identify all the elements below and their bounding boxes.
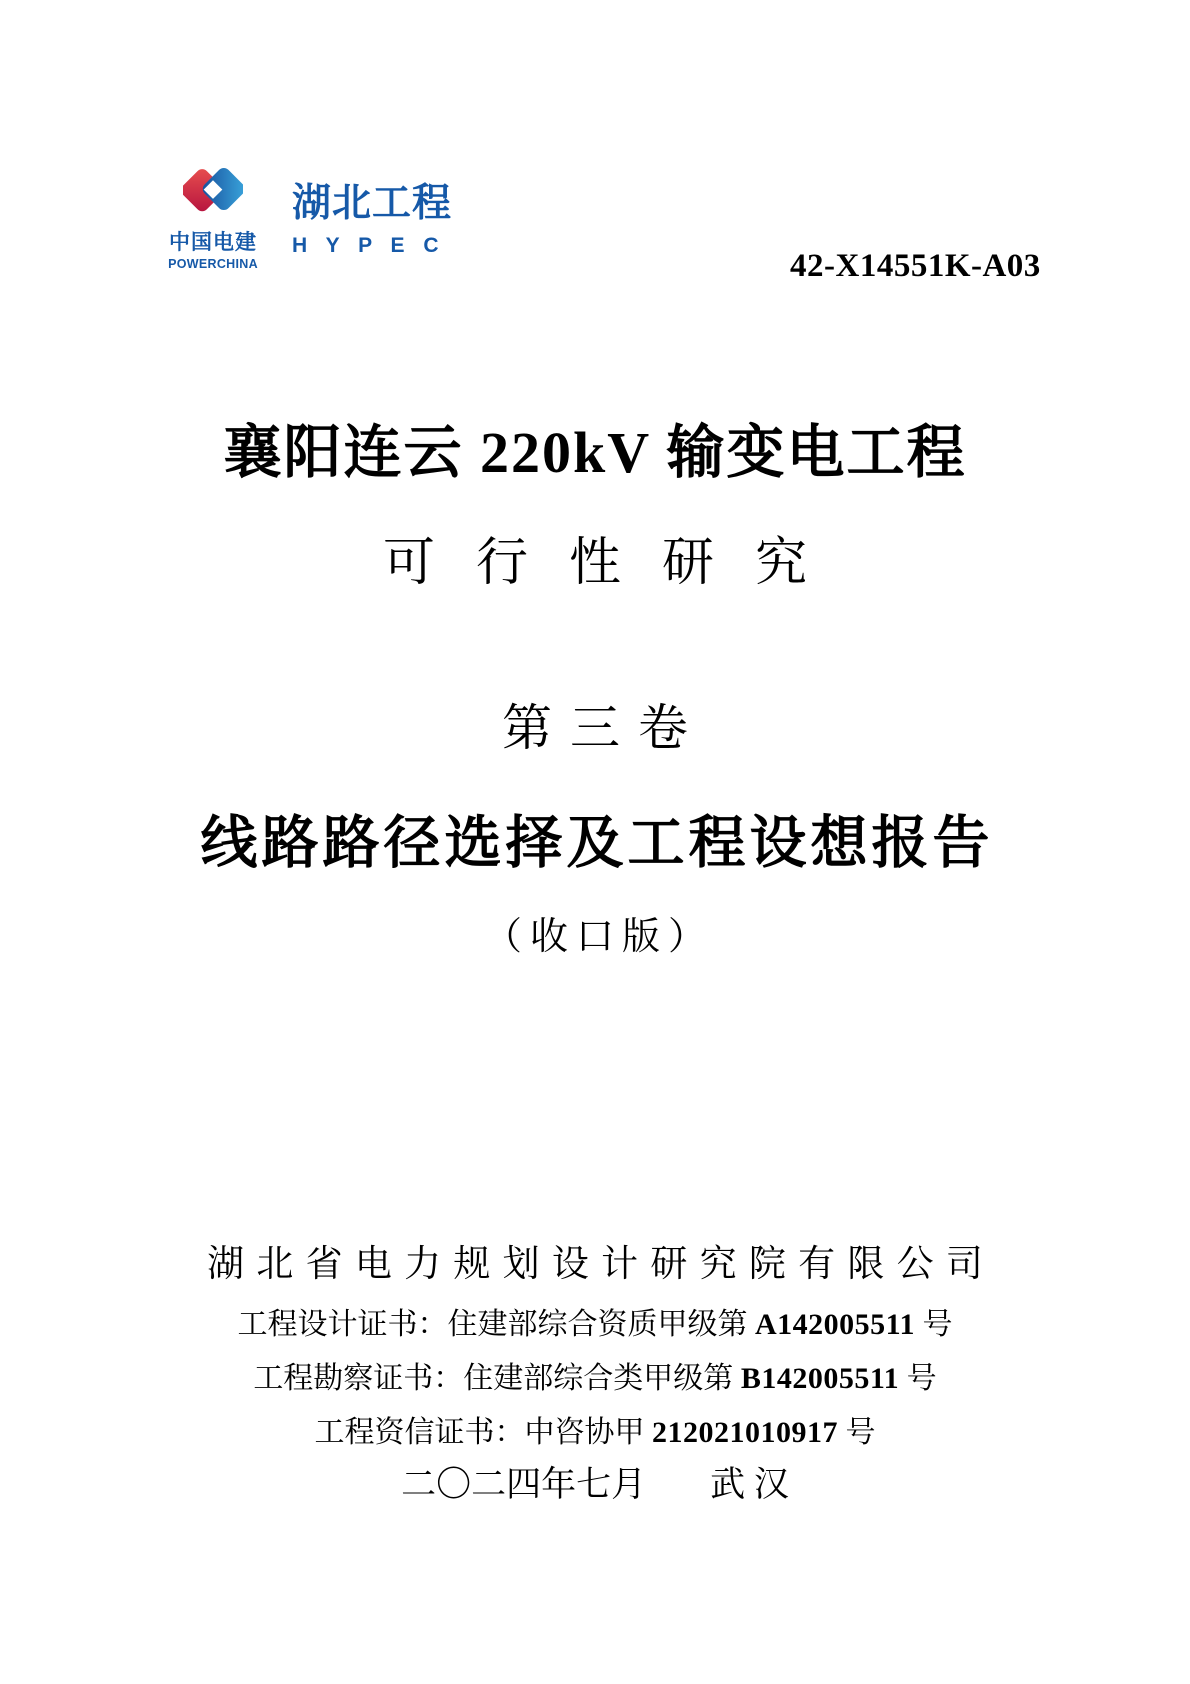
document-number: 42-X14551K-A03 [790,248,1041,284]
edition-label: （收口版） [483,916,714,958]
cert-credit-number: 212021010917 [652,1416,838,1449]
project-title: 襄阳连云 220kV 输变电工程 [223,420,967,485]
cert-design-line [0,1303,1190,1357]
powerchina-diamonds-icon [183,166,243,224]
cert-design-suffix: 号 [915,1308,953,1341]
cert-design-number: A142005511 [754,1308,915,1341]
volume-title: 第三卷 [502,700,706,756]
cert-survey-line [0,1357,1190,1411]
feasibility-study-title: 可 行 性 研 究 [382,535,808,592]
cert-credit-suffix: 号 [838,1416,876,1449]
date-place-line [0,1467,1190,1502]
report-title: 线路路径选择及工程设想报告 [200,812,994,875]
hypec-logo [292,166,452,256]
cert-survey-number: B142005511 [740,1362,900,1395]
certificates-block [0,1303,1190,1465]
hypec-cn-label: 湖北工程 [292,182,453,225]
powerchina-en-label: POWERCHINA [168,257,258,271]
cert-survey-prefix: 工程勘察证书：住建部综合类甲级第 [253,1362,741,1395]
cert-credit-line [0,1411,1190,1465]
company-name: 湖 北 省 电 力 规 划 设 计 研 究 院 有 限 公 司 [207,1244,983,1285]
publish-date: 二〇二四年七月 [401,1465,647,1504]
logo-row [158,166,452,271]
cert-credit-prefix: 工程资信证书：中咨协甲 [314,1416,652,1449]
powerchina-cn-label: 中国电建 [169,231,257,254]
hypec-en-label: H Y P E C [292,234,439,257]
publish-city: 武 汉 [710,1465,789,1504]
cert-survey-suffix: 号 [899,1362,937,1395]
powerchina-logo [158,166,268,271]
cert-design-prefix: 工程设计证书：住建部综合资质甲级第 [237,1308,755,1341]
